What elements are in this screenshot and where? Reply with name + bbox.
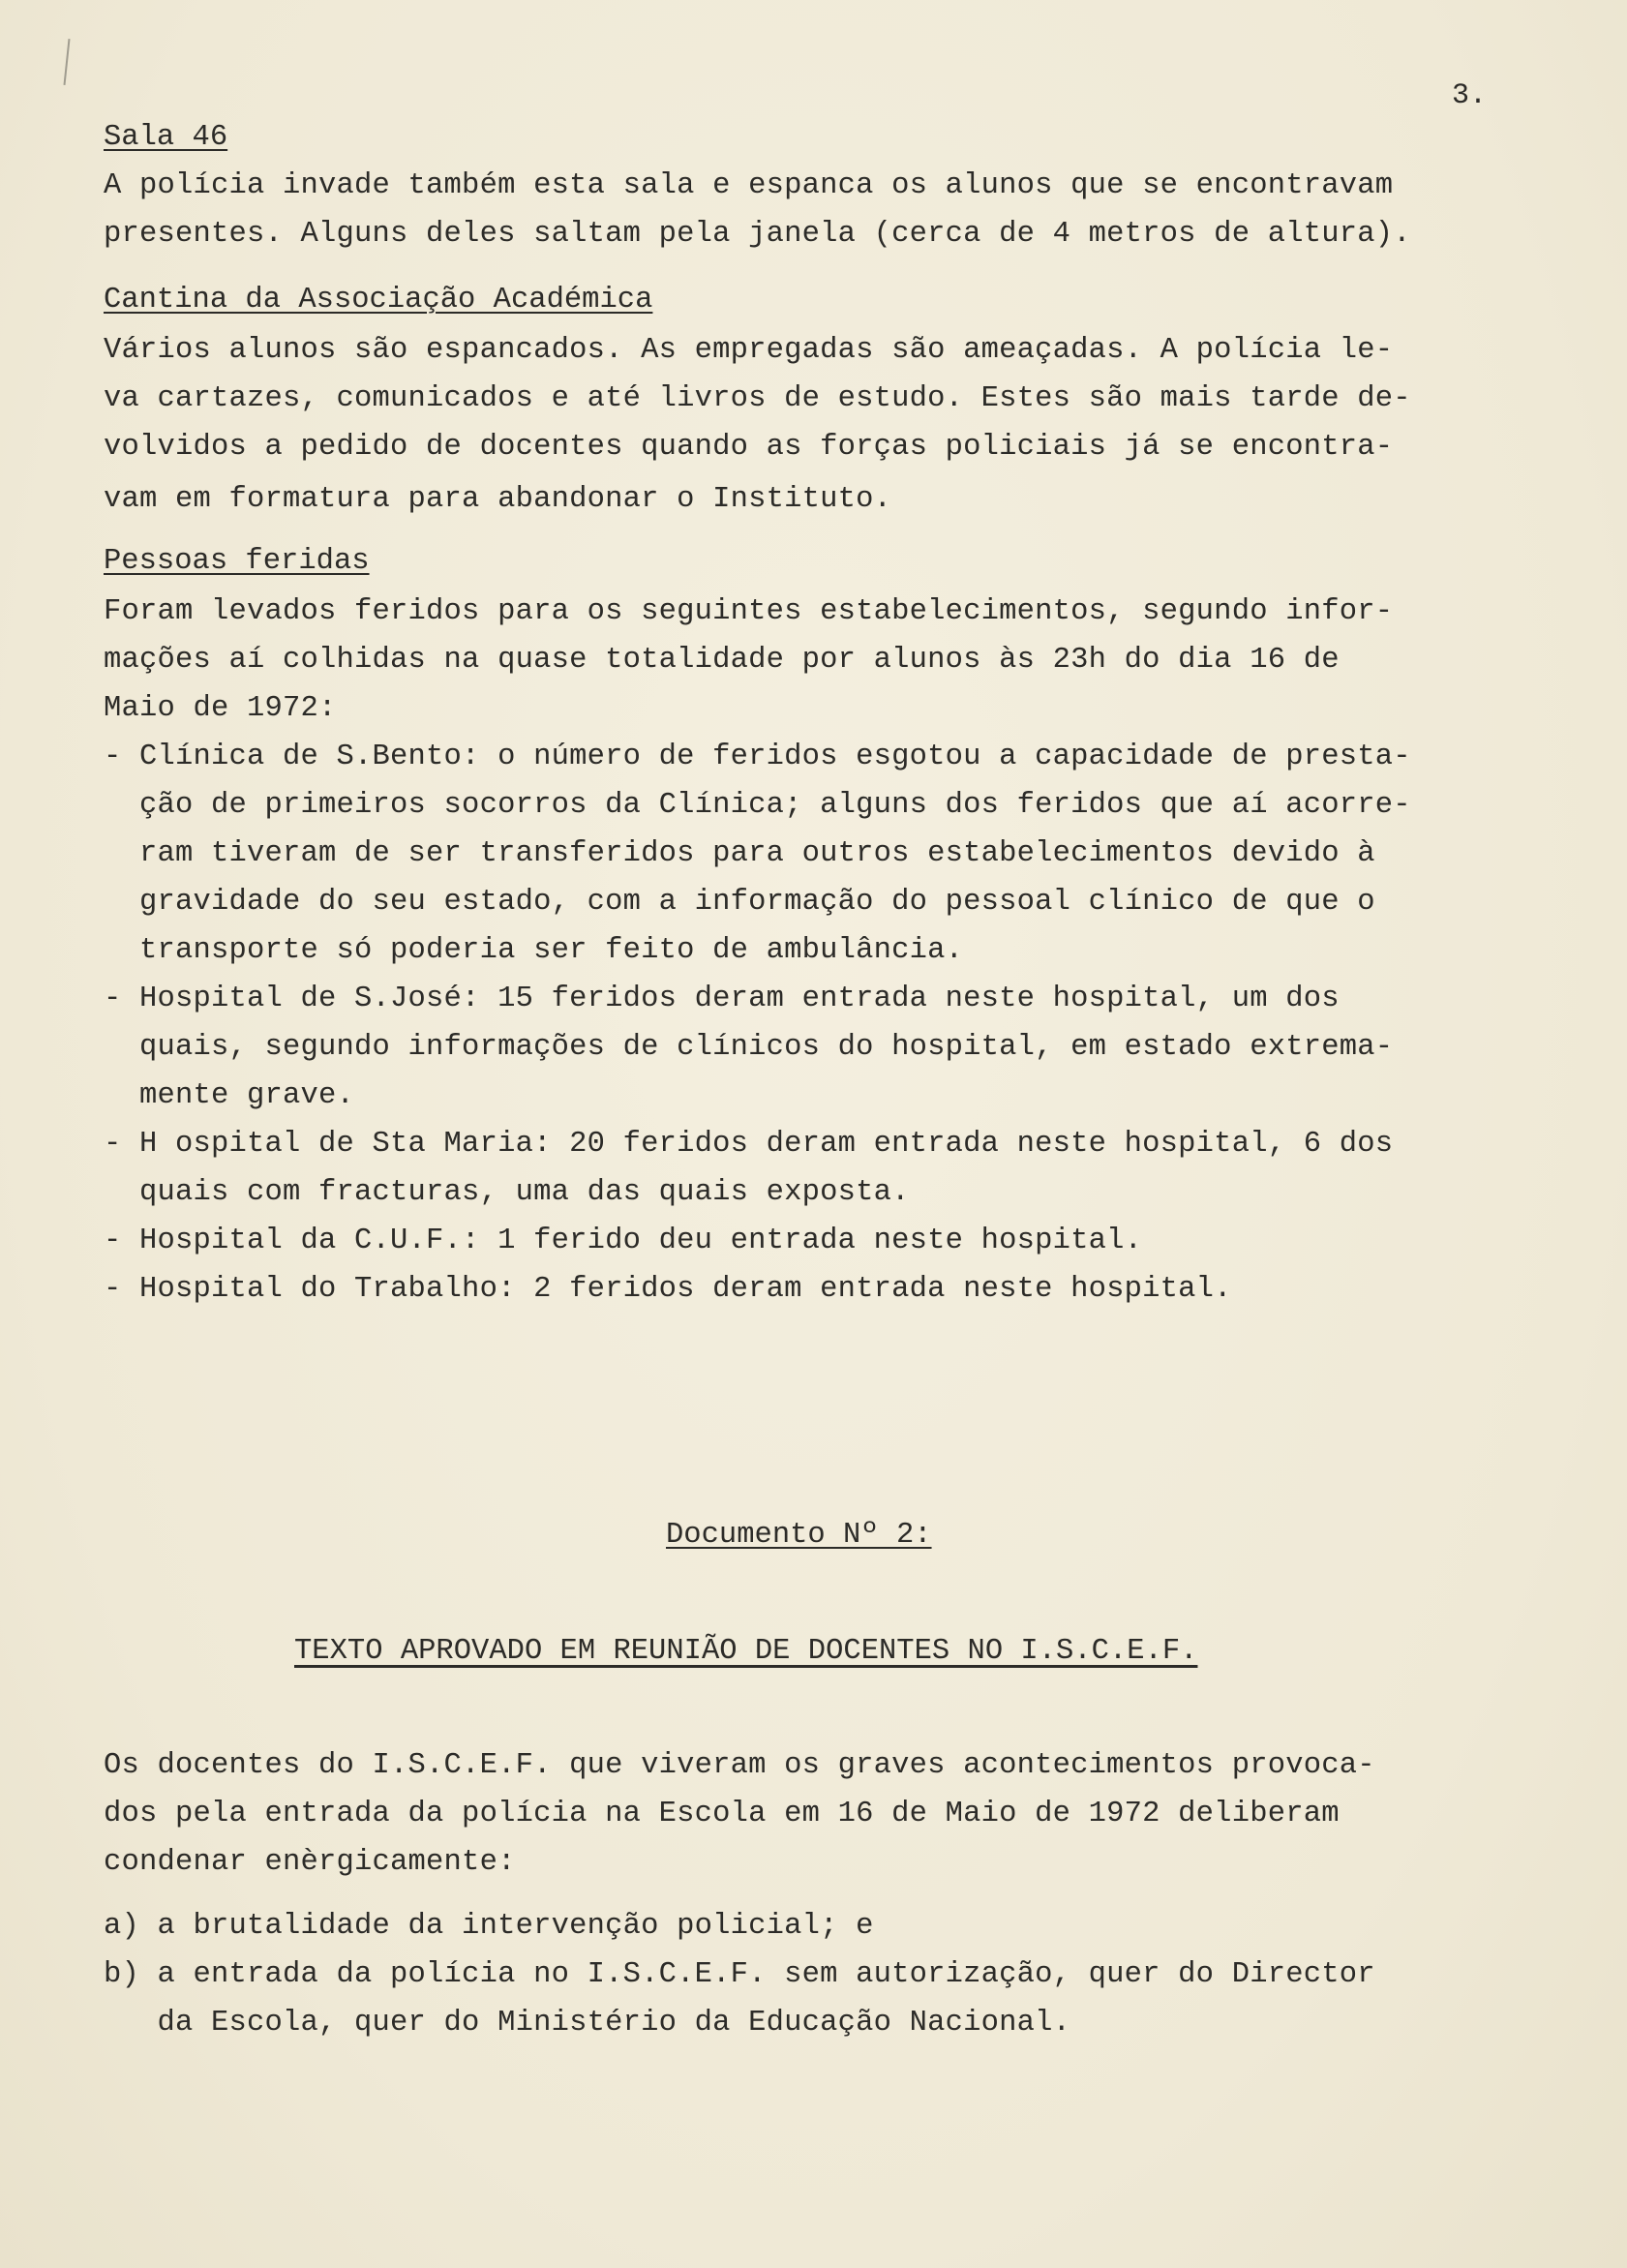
section-heading-pessoas-feridas: Pessoas feridas <box>104 545 370 578</box>
paragraph-line: Maio de 1972: <box>104 692 337 725</box>
list-item-line: quais com fracturas, uma das quais exposta. <box>104 1176 910 1209</box>
paragraph-line: mações aí colhidas na quase totalidade por alunos às 23h do dia 16 de <box>104 644 1340 677</box>
list-item-line: - Hospital do Trabalho: 2 feridos deram entrada neste hospital. <box>104 1273 1232 1306</box>
paragraph-line: Foram levados feridos para os seguintes estabelecimentos, segundo infor- <box>104 595 1394 628</box>
paragraph-line: dos pela entrada da polícia na Escola em 16 de Maio de 1972 deliberam <box>104 1798 1340 1830</box>
pen-mark <box>63 39 70 85</box>
paragraph-line: presentes. Alguns deles saltam pela janela (cerca de 4 metros de altura). <box>104 218 1411 251</box>
list-item-line: - Hospital de S.José: 15 feridos deram entrada neste hospital, um dos <box>104 983 1340 1015</box>
list-item-line: gravidade do seu estado, com a informação do pessoal clínico de que o <box>104 886 1375 919</box>
list-item-line: - Hospital da C.U.F.: 1 ferido deu entrada neste hospital. <box>104 1225 1143 1257</box>
paragraph-line: vam em formatura para abandonar o Instituto. <box>104 483 892 516</box>
list-item-line: mente grave. <box>104 1079 355 1112</box>
page-number: 3. <box>1452 79 1488 112</box>
list-item-line: - H ospital de Sta Maria: 20 feridos deram entrada neste hospital, 6 dos <box>104 1128 1394 1161</box>
list-item-line: ção de primeiros socorros da Clínica; alguns dos feridos que aí acorre- <box>104 789 1411 822</box>
document-title: TEXTO APROVADO EM REUNIÃO DE DOCENTES NO I.S.C.E.F. <box>294 1635 1198 1668</box>
list-item-line: - Clínica de S.Bento: o número de feridos esgotou a capacidade de presta- <box>104 741 1411 773</box>
paragraph-line: condenar enèrgicamente: <box>104 1846 516 1879</box>
section-heading-cantina: Cantina da Associação Académica <box>104 284 653 317</box>
paragraph-line: Os docentes do I.S.C.E.F. que viveram os graves acontecimentos provoca- <box>104 1749 1375 1782</box>
list-item-line: b) a entrada da polícia no I.S.C.E.F. sem autorização, quer do Director <box>104 1958 1375 1991</box>
paragraph-line: A polícia invade também esta sala e espanca os alunos que se encontravam <box>104 169 1394 202</box>
document-label: Documento Nº 2: <box>666 1519 932 1552</box>
section-heading-sala-46: Sala 46 <box>104 121 228 154</box>
list-item-line: quais, segundo informações de clínicos do hospital, em estado extrema- <box>104 1031 1394 1064</box>
paragraph-line: Vários alunos são espancados. As empregadas são ameaçadas. A polícia le- <box>104 334 1394 367</box>
list-item-line: da Escola, quer do Ministério da Educação Nacional. <box>104 2007 1071 2040</box>
list-item-line: a) a brutalidade da intervenção policial; e <box>104 1910 874 1943</box>
list-item-line: ram tiveram de ser transferidos para outros estabelecimentos devido à <box>104 837 1375 870</box>
paragraph-line: va cartazes, comunicados e até livros de estudo. Estes são mais tarde de- <box>104 382 1411 415</box>
list-item-line: transporte só poderia ser feito de ambulância. <box>104 934 964 967</box>
paragraph-line: volvidos a pedido de docentes quando as forças policiais já se encontra- <box>104 431 1394 464</box>
